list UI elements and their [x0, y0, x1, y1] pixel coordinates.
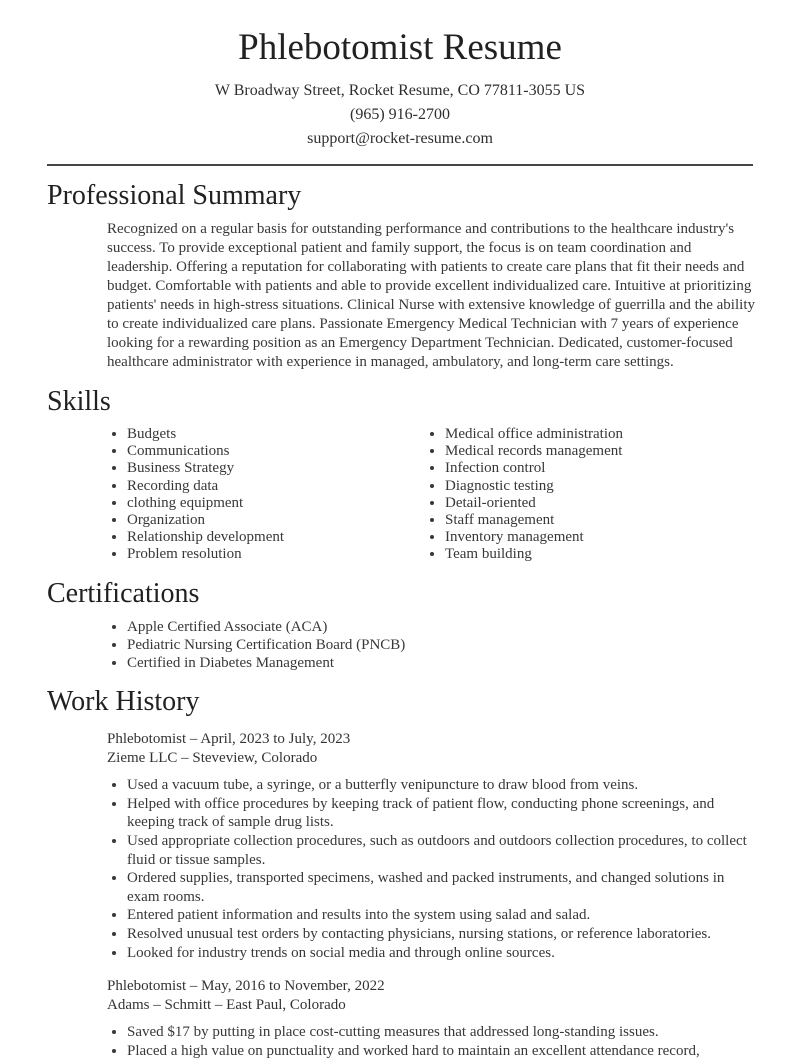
skill-item: • Medical records management: [445, 443, 743, 460]
job-duty-item: • Ordered supplies, transported specimens, washed and packed instruments, and changed solutions in exam rooms.: [127, 869, 755, 906]
certification-item: • Pediatric Nursing Certification Board (PNCB): [127, 636, 755, 654]
skill-item: • Communications: [127, 443, 425, 460]
skills-columns: [107, 418, 755, 564]
job-duty-item: • Placed a high value on punctuality and worked hard to maintain an excellent attendance record,: [127, 1042, 755, 1060]
job-company-line: Zieme LLC – Steveview, Colorado: [107, 750, 318, 767]
resume-header: [0, 0, 800, 151]
skills-list-right: [425, 426, 743, 564]
skills-list-left: [107, 426, 425, 564]
skill-item: • Business Strategy: [127, 460, 425, 477]
header-divider: [47, 164, 753, 166]
skill-item: • Organization: [127, 512, 425, 529]
skill-item: • Medical office administration: [445, 426, 743, 443]
summary-text: Recognized on a regular basis for outstanding performance and contributions to the healthcare industry's success. To provide exceptional patient and family support, the focus is on team coordination and leadership. Offering a reputation for collaborating with patients to create care plans that fit their needs and budget. Comfortable with patients and able to provide excellent individualized care. Intuitive at prioritizing patients' needs in high-stress situations. Clinical Nurse with extensive knowledge of guerrilla and the ability to create individualized care plans. Passionate Emergency Medical Technician with 7 years of experience looking for a rewarding position as an Emergency Department Technician. Dedicated, customer-focused healthcare administrator with experience in managed, ambulatory, and long-term care settings.: [107, 221, 755, 370]
job-title-line: Phlebotomist – April, 2023 to July, 2023: [107, 731, 351, 748]
job-company-line: Adams – Schmitt – East Paul, Colorado: [107, 997, 346, 1014]
job-duties-list: [107, 776, 755, 962]
summary-heading: Professional Summary: [47, 180, 302, 211]
skill-item: • clothing equipment: [127, 495, 425, 512]
job-entry: [47, 730, 755, 962]
job-duties-list: [107, 1023, 755, 1060]
skill-item: • Inventory management: [445, 529, 743, 546]
job-duty-item: • Helped with office procedures by keeping track of patient flow, conducting phone screenings, and keeping track of sample drug lists.: [127, 795, 755, 832]
skills-heading: Skills: [47, 386, 111, 417]
contact-address: W Broadway Street, Rocket Resume, CO 77811-3055 US: [214, 82, 586, 99]
skill-item: • Recording data: [127, 478, 425, 495]
job-duty-item: • Used appropriate collection procedures, such as outdoors and outdoors collection procedures, to collect fluid or tissue samples.: [127, 832, 755, 869]
work-history-heading: Work History: [47, 686, 200, 718]
certifications-list: [107, 618, 755, 673]
resume-title: Phlebotomist Resume: [238, 27, 562, 68]
job-duty-item: • Looked for industry trends on social media and through online sources.: [127, 944, 755, 963]
skill-item: • Infection control: [445, 460, 743, 477]
section-skills: [47, 385, 755, 564]
section-work-history: [47, 685, 755, 1060]
contact-email: support@rocket-resume.com: [307, 130, 493, 147]
skill-item: • Budgets: [127, 426, 425, 443]
job-title-line: Phlebotomist – May, 2016 to November, 2022: [107, 978, 385, 995]
job-entry: [47, 977, 755, 1060]
certification-item: • Certified in Diabetes Management: [127, 654, 755, 672]
job-duty-item: • Used a vacuum tube, a syringe, or a butterfly venipuncture to draw blood from veins.: [127, 776, 755, 795]
contact-phone: (965) 916-2700: [350, 106, 450, 123]
skill-item: • Staff management: [445, 512, 743, 529]
job-duty-item: • Saved $17 by putting in place cost-cutting measures that addressed long-standing issues.: [127, 1023, 755, 1042]
skill-item: • Problem resolution: [127, 546, 425, 563]
section-certifications: [47, 577, 755, 673]
skill-item: • Team building: [445, 546, 743, 563]
skill-item: • Diagnostic testing: [445, 478, 743, 495]
certifications-heading: Certifications: [47, 577, 200, 609]
job-duty-item: • Resolved unusual test orders by contacting physicians, nursing stations, or reference laboratories.: [127, 925, 755, 944]
skill-item: • Relationship development: [127, 529, 425, 546]
skill-item: • Detail-oriented: [445, 495, 743, 512]
job-duty-item: • Entered patient information and results into the system using salad and salad.: [127, 906, 755, 925]
section-professional-summary: [47, 179, 755, 372]
contact-block: [0, 79, 800, 151]
resume-content: [0, 179, 800, 1060]
certification-item: • Apple Certified Associate (ACA): [127, 618, 755, 636]
